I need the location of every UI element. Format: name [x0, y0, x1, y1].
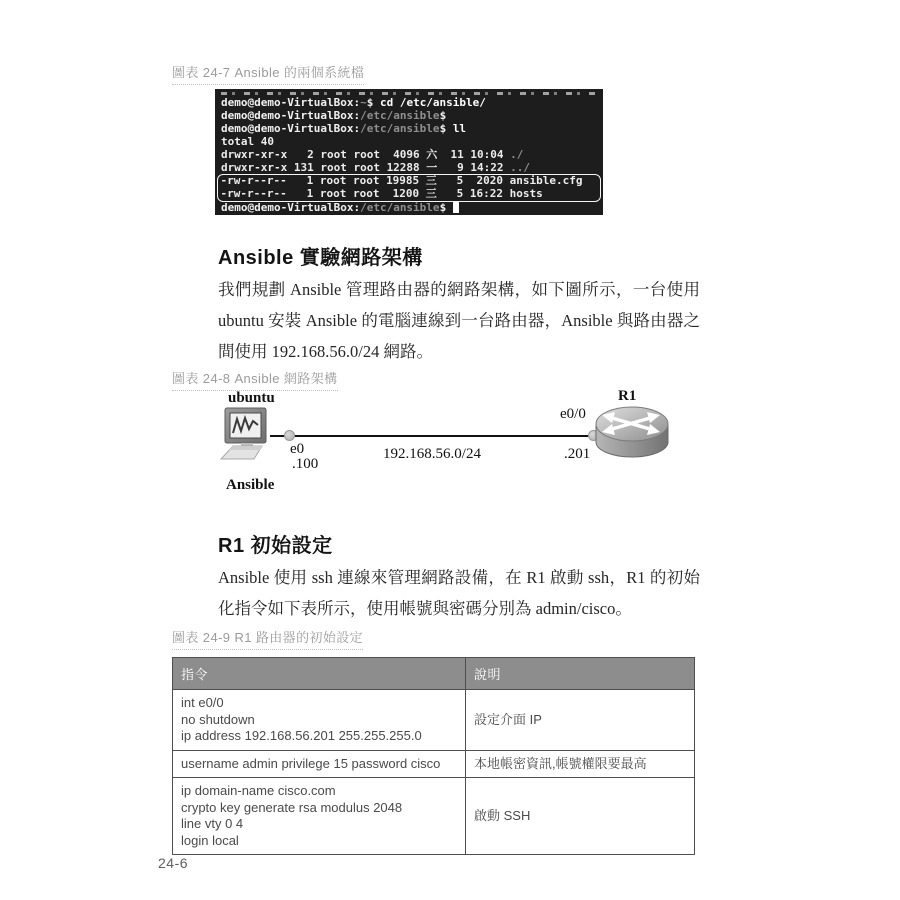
description-cell: 啟動 SSH: [466, 778, 695, 855]
table-row: [173, 750, 695, 778]
commands-cell: [173, 750, 466, 778]
table-header-row: [173, 658, 695, 690]
host-interface-label: e0: [290, 441, 305, 457]
header-cell-description: 說明: [466, 658, 695, 690]
network-diagram: [160, 386, 720, 511]
host-address-label: .100: [292, 456, 319, 472]
figure-24-8-caption: 圖表 24-8 Ansible 網路架構: [172, 368, 338, 391]
router-address-label: .201: [564, 446, 591, 462]
host-os-label: ubuntu: [228, 390, 275, 406]
page-number: 24-6: [158, 855, 189, 871]
terminal-line: total 40: [221, 134, 274, 148]
section-heading-r1-initial-config: R1 初始設定: [218, 535, 333, 557]
terminal-line: drwxr-xr-x 131 root root 12288 一 9 14:22 ../: [221, 160, 531, 174]
terminal-cursor: [453, 202, 459, 213]
terminal-line: demo@demo-VirtualBox:/etc/ansible$: [221, 202, 597, 215]
figure-24-9-caption: 圖表 24-9 R1 路由器的初始設定: [172, 627, 363, 650]
body-paragraph-2: Ansible 使用 ssh 連線來管理網路設備，在 R1 啟動 ssh，R1 的初始化指令如下表所示，使用帳號與密碼分別為 admin/cisco。: [218, 568, 700, 618]
description-cell: 本地帳密資訊,帳號權限要最高: [466, 750, 695, 778]
body-paragraph-1: 我們規劃 Ansible 管理路由器的網路架構，如下圖所示，一台使用 ubuntu 安裝 Ansible 的電腦連線到一台路由器，Ansible 與路由器之間使用 192.168.56.0/24 網路。: [218, 280, 700, 361]
header-cell-command: 指令: [173, 658, 466, 690]
computer-icon: [218, 406, 272, 466]
terminal-body: [221, 97, 597, 215]
config-table-body: [173, 690, 695, 855]
command-line: line vty 0 4: [181, 816, 244, 831]
network-subnet-label: 192.168.56.0/24: [383, 446, 481, 462]
table-row: [173, 690, 695, 751]
table-row: [173, 778, 695, 855]
host-name-label: Ansible: [226, 477, 275, 493]
connection-dot-left: [284, 430, 295, 441]
terminal-line: demo@demo-VirtualBox:/etc/ansible$ ll: [221, 121, 467, 135]
command-line: username admin privilege 15 password cisco: [181, 755, 441, 771]
terminal-clipped-line: [221, 92, 595, 95]
terminal-highlight-box: [217, 174, 601, 202]
router-icon: [592, 400, 672, 462]
command-line: no shutdown: [181, 711, 255, 727]
section-heading-ansible-lab-network: Ansible 實驗網路架構: [218, 247, 423, 269]
terminal-line: -rw-r--r-- 1 root root 1200 三 5 16:22 hosts: [220, 187, 543, 201]
router-interface-label: e0/0: [560, 406, 586, 422]
command-line: int e0/0: [181, 695, 224, 710]
terminal-line: -rw-r--r-- 1 root root 19985 三 5 2020 ansible.cfg: [220, 174, 583, 188]
terminal-window: [215, 89, 603, 215]
figure-24-7-caption: 圖表 24-7 Ansible 的兩個系統檔: [172, 62, 364, 85]
connection-line: [270, 435, 600, 437]
description-cell: 設定介面 IP: [466, 690, 695, 751]
terminal-line: drwxr-xr-x 2 root root 4096 六 11 10:04 ./: [221, 147, 524, 161]
command-line: login local: [181, 832, 239, 848]
terminal-line: demo@demo-VirtualBox:/etc/ansible$: [221, 108, 447, 122]
terminal-line: demo@demo-VirtualBox:~$ cd /etc/ansible/: [221, 96, 486, 109]
command-line: crypto key generate rsa modulus 2048: [181, 799, 403, 815]
commands-cell: [173, 778, 466, 855]
router-name-label: R1: [618, 388, 637, 404]
commands-cell: [173, 690, 466, 751]
command-line: ip address 192.168.56.201 255.255.255.0: [181, 728, 422, 743]
command-line: ip domain-name cisco.com: [181, 783, 336, 798]
router-config-table: [172, 657, 695, 855]
